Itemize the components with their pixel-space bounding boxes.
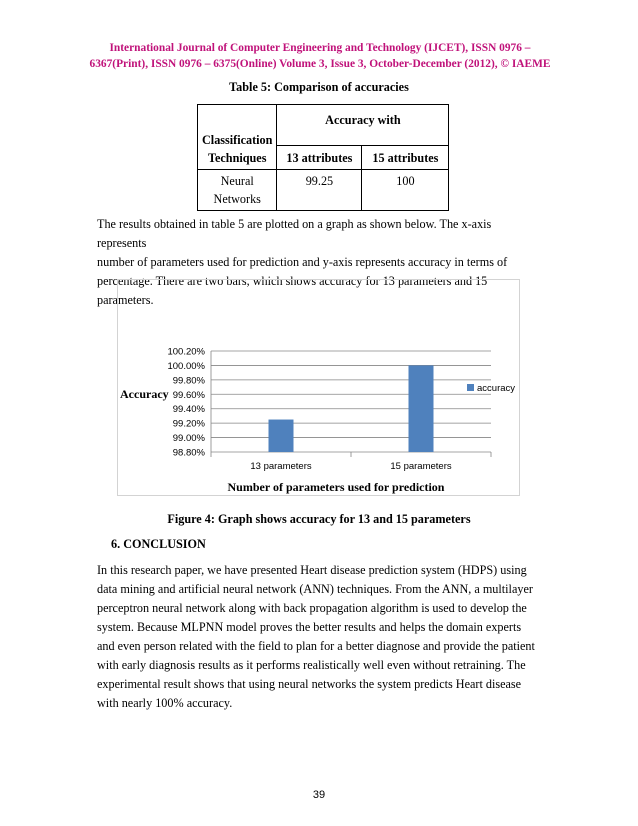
- conclusion-line-7: experimental result shows that using neural networks the system predicts Heart disease: [97, 677, 522, 691]
- y-tick-label: 99.20%: [172, 418, 205, 430]
- conclusion-paragraph: [97, 561, 541, 713]
- x-tick-label: 15 parameters: [390, 461, 452, 472]
- intro-line-3: percentage. There are two bars, which shows accuracy for 13 parameters and 15 parameters.: [97, 274, 488, 307]
- table-caption: Table 5: Comparison of accuracies: [229, 80, 409, 94]
- accuracy-table: [197, 104, 449, 211]
- conclusion-line-5: and even person related with the field to plan for a better diagnose and provide the patient: [97, 639, 535, 653]
- conclusion-line-4: system. Because MLPNN model proves the better results and helps the domain experts: [97, 620, 522, 634]
- y-tick-label: 100.20%: [167, 346, 205, 358]
- intro-line-1: The results obtained in table 5 are plotted on a graph as shown below. The x-axis represents: [97, 217, 492, 250]
- x-tick-label: 13 parameters: [250, 461, 312, 472]
- y-tick-label: 98.80%: [172, 447, 205, 459]
- journal-header-line-2: 6367(Print), ISSN 0976 – 6375(Online) Volume 3, Issue 3, October-December (2012), © IAEME: [89, 58, 551, 70]
- table-header-accuracy-with: Accuracy with: [277, 105, 449, 146]
- intro-line-2: number of parameters used for prediction and y-axis represents accuracy in terms of: [97, 255, 508, 269]
- conclusion-line-2: data mining and artificial neural network (ANN) techniques. From the ANN, a multilayer: [97, 582, 533, 596]
- page-number: 39: [312, 789, 326, 801]
- y-tick-label: 100.00%: [167, 360, 205, 372]
- y-tick-label: 99.80%: [172, 375, 205, 387]
- bar-2: [409, 365, 434, 452]
- legend-swatch: [467, 384, 474, 391]
- table-cell-15: 100: [362, 170, 449, 211]
- conclusion-line-3: perceptron neural network along with back propagation algorithm is used to develop the: [97, 601, 527, 615]
- accuracy-bar-chart: [118, 280, 519, 495]
- table-cell-13: 99.25: [277, 170, 362, 211]
- table-header-13-attributes: 13 attributes: [277, 146, 362, 170]
- x-axis-title: Number of parameters used for prediction: [227, 480, 445, 494]
- y-tick-label: 99.40%: [172, 404, 205, 416]
- conclusion-line-8: with nearly 100% accuracy.: [97, 696, 233, 710]
- chart-container: [117, 279, 520, 496]
- bar-1: [269, 420, 294, 452]
- y-tick-label: 99.60%: [172, 389, 205, 401]
- conclusion-line-6: with early diagnosis results as it performs realistically well even without retraining. The: [97, 658, 526, 672]
- journal-header-line-1: International Journal of Computer Engineering and Technology (IJCET), ISSN 0976 –: [109, 42, 531, 54]
- section-heading: 6. CONCLUSION: [111, 537, 206, 551]
- table-header-15-attributes: 15 attributes: [362, 146, 449, 170]
- table-header-technique: Classification Techniques: [198, 105, 277, 170]
- legend-label: accuracy: [477, 383, 516, 394]
- conclusion-line-1: In this research paper, we have presented Heart disease prediction system (HDPS) using: [97, 563, 527, 577]
- y-axis-title: Accuracy: [120, 387, 169, 401]
- figure-caption: Figure 4: Graph shows accuracy for 13 and 15 parameters: [167, 512, 471, 526]
- y-tick-label: 99.00%: [172, 433, 205, 445]
- table-cell-technique: Neural Networks: [198, 170, 277, 211]
